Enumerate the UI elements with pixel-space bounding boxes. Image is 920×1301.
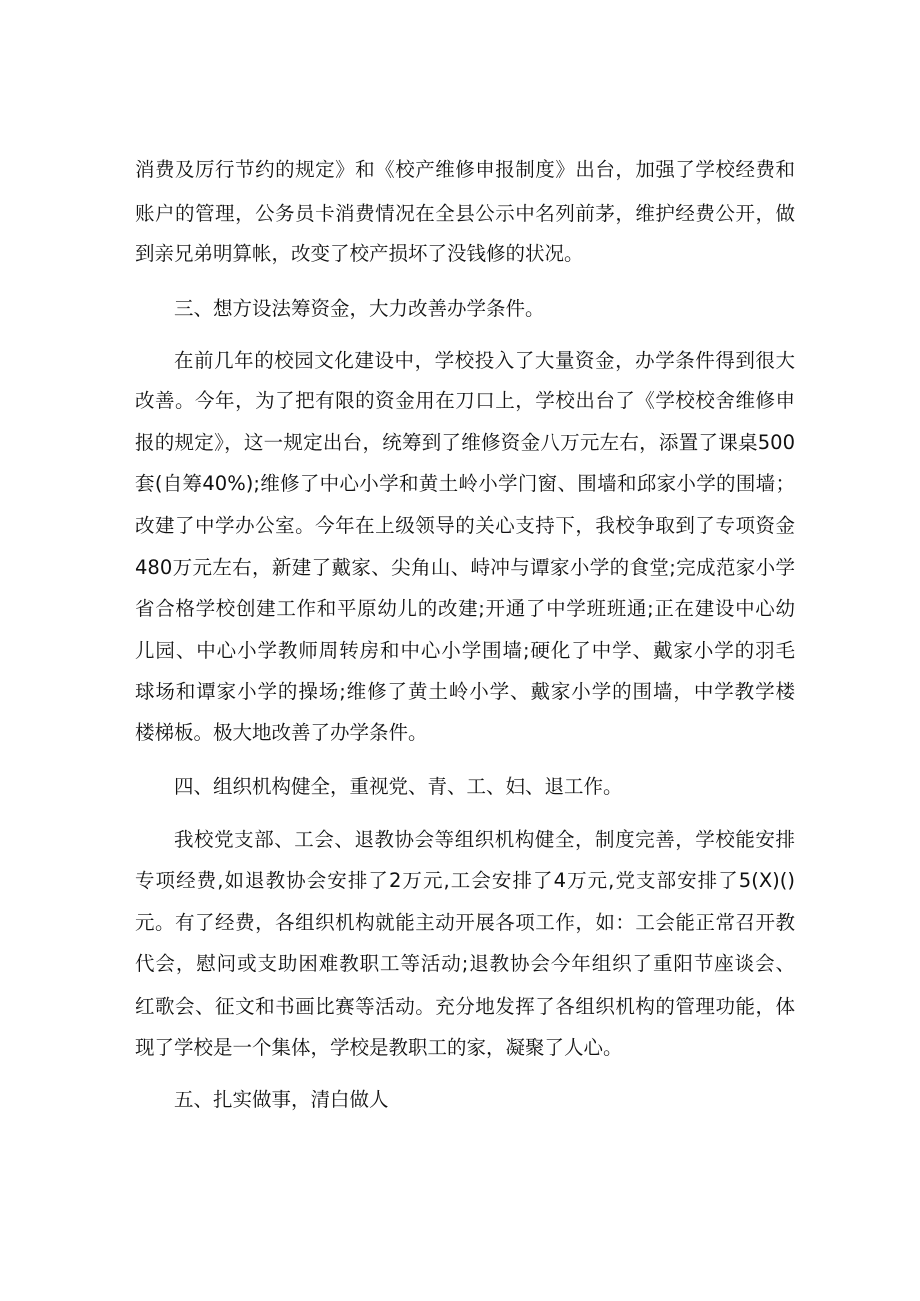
text-line: 套(自筹40%);维修了中心小学和黄土岭小学门窗、围墙和邱家小学的围墙；: [135, 472, 795, 495]
text-line: 480万元左右，新建了戴家、尖角山、峙冲与谭家小学的食堂;完成范家小学: [135, 556, 795, 579]
text-line: 楼梯板。极大地改善了办学条件。: [135, 721, 428, 744]
section-heading-3: 三、想方设法筹资金，大力改善办学条件。: [174, 297, 545, 320]
text-line: 在前几年的校园文化建设中，学校投入了大量资金，办学条件得到很大: [174, 349, 795, 372]
text-line: 到亲兄弟明算帐，改变了校产损坏了没钱修的状况。: [135, 242, 584, 265]
text-line: 儿园、中心小学教师周转房和中心小学围墙;硬化了中学、戴家小学的羽毛: [135, 639, 795, 662]
text-line: 改建了中学办公室。今年在上级领导的关心支持下，我校争取到了专项资金: [135, 514, 795, 537]
text-line: 专项经费,如退教协会安排了2万元,工会安排了4万元,党支部安排了5(X)(): [135, 869, 795, 892]
text-line: 元。有了经费，各组织机构就能主动开展各项工作，如：工会能正常召开教: [135, 911, 795, 934]
text-line: 红歌会、征文和书画比赛等活动。充分地发挥了各组织机构的管理功能，体: [135, 995, 795, 1018]
text-line: 报的规定》，这一规定出台，统筹到了维修资金八万元左右，添置了课桌500: [135, 431, 795, 454]
section-heading-4: 四、组织机构健全，重视党、青、工、妇、退工作。: [174, 775, 623, 798]
text-line: 代会，慰问或支助困难教职工等活动;退教协会今年组织了重阳节座谈会、: [135, 952, 795, 975]
text-line: 改善。今年，为了把有限的资金用在刀口上，学校出台了《学校校舍维修申: [135, 389, 795, 412]
text-line: 现了学校是一个集体，学校是教职工的家，凝聚了人心。: [135, 1036, 623, 1059]
text-line: 消费及厉行节约的规定》和《校产维修申报制度》出台，加强了学校经费和: [135, 158, 795, 181]
text-line: 我校党支部、工会、退教协会等组织机构健全，制度完善，学校能安排: [174, 828, 795, 851]
text-line: 省合格学校创建工作和平原幼儿的改建;开通了中学班班通;正在建设中心幼: [135, 597, 795, 620]
text-line: 账户的管理，公务员卡消费情况在全县公示中名列前茅，维护经费公开，做: [135, 202, 795, 225]
text-line: 球场和谭家小学的操场;维修了黄土岭小学、戴家小学的围墙，中学教学楼: [135, 680, 795, 703]
section-heading-5: 五、扎实做事，清白做人: [174, 1088, 389, 1111]
